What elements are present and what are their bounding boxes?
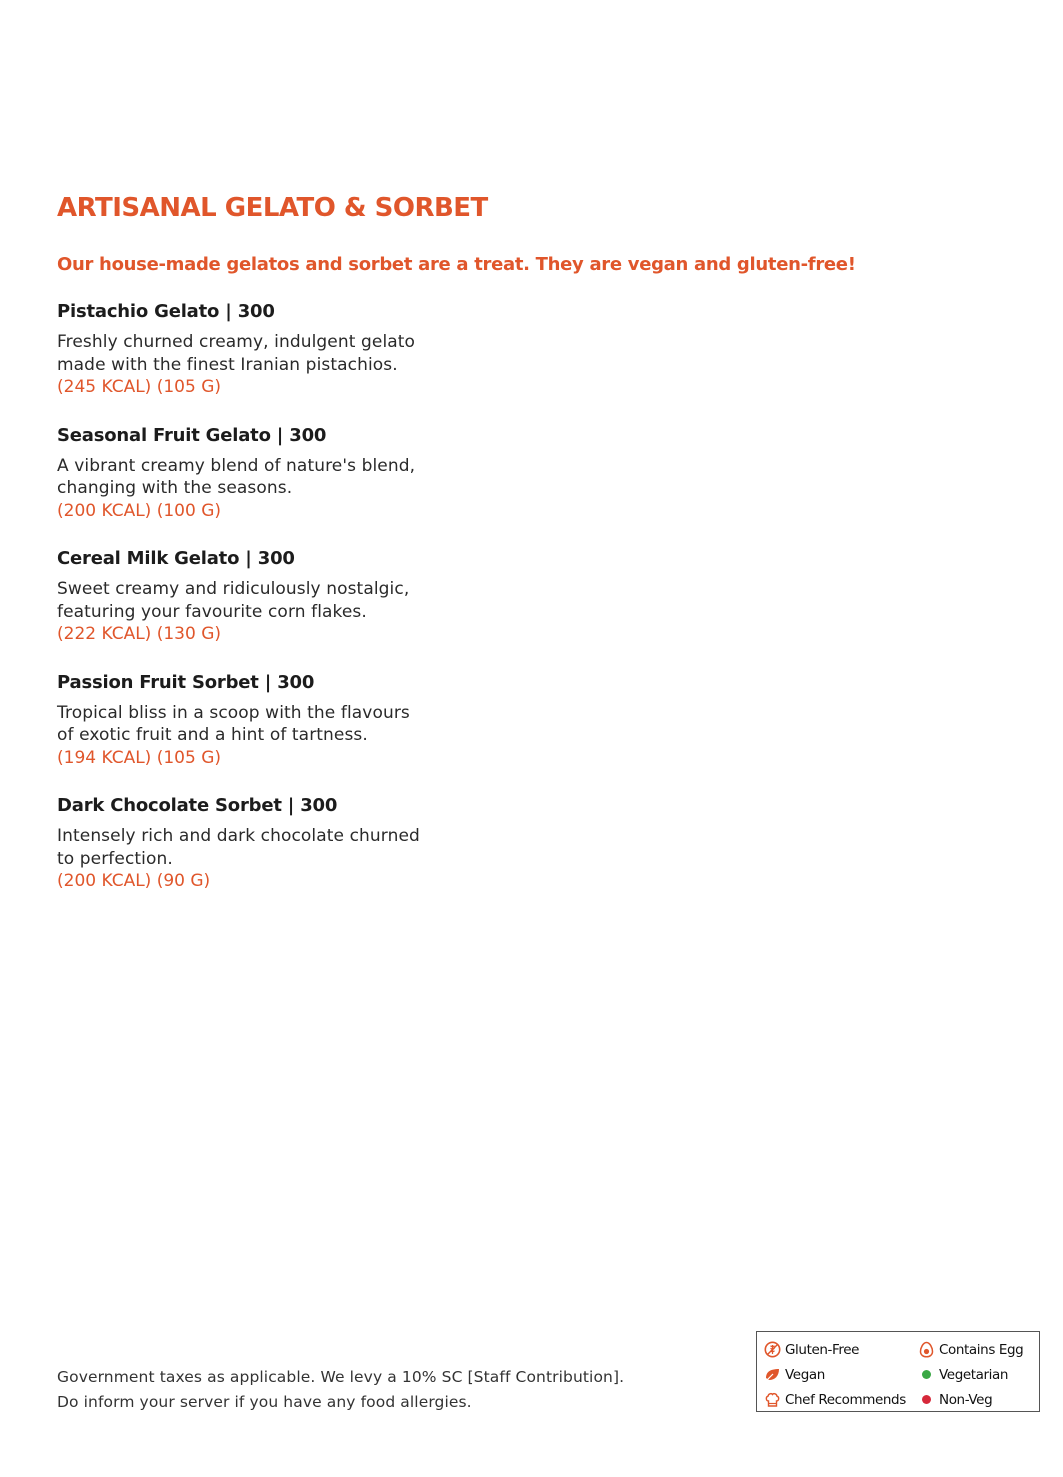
chef-hat-icon xyxy=(763,1391,781,1409)
section-tagline: Our house-made gelatos and sorbet are a treat. They are vegan and gluten-free! xyxy=(57,254,856,275)
item-description xyxy=(57,331,517,376)
item-description-line: Freshly churned creamy, indulgent gelato xyxy=(57,332,416,352)
item-description xyxy=(57,455,517,500)
leaf-icon xyxy=(763,1366,781,1384)
footer-tax-line: Government taxes as applicable. We levy a 10% SC [Staff Contribution]. xyxy=(57,1368,625,1386)
item-description-line: Intensely rich and dark chocolate churned xyxy=(57,826,420,846)
item-nutrition: (200 KCAL) (100 G) xyxy=(57,500,221,521)
item-description-line: made with the finest Iranian pistachios. xyxy=(57,354,398,375)
item-description xyxy=(57,578,517,623)
menu-item xyxy=(57,424,517,548)
footer-note xyxy=(57,1365,624,1415)
section-title: ARTISANAL GELATO & SORBET xyxy=(57,193,488,223)
green-dot-icon xyxy=(917,1366,935,1384)
red-dot-icon xyxy=(917,1391,935,1409)
item-name: Dark Chocolate Sorbet | 300 xyxy=(57,795,338,816)
legend-vegan xyxy=(763,1362,917,1387)
item-name: Pistachio Gelato | 300 xyxy=(57,301,275,322)
menu-item xyxy=(57,547,517,671)
item-description-line: A vibrant creamy blend of nature's blend, xyxy=(57,455,416,476)
footer-allergy-line: Do inform your server if you have any food allergies. xyxy=(57,1393,472,1411)
item-description-line: changing with the seasons. xyxy=(57,478,293,498)
legend-label: Non-Veg xyxy=(939,1391,993,1408)
item-nutrition: (200 KCAL) (90 G) xyxy=(57,871,211,891)
legend-chef-recommends xyxy=(763,1387,917,1412)
legend-contains-egg xyxy=(917,1337,1035,1362)
legend-gluten-free xyxy=(763,1337,917,1362)
item-description-line: to perfection. xyxy=(57,848,173,869)
egg-icon xyxy=(917,1341,935,1359)
item-description-line: Sweet creamy and ridiculously nostalgic, xyxy=(57,579,410,599)
menu-item xyxy=(57,300,517,424)
item-nutrition: (194 KCAL) (105 G) xyxy=(57,747,221,768)
item-description xyxy=(57,702,517,747)
item-description-line: Tropical bliss in a scoop with the flavours xyxy=(57,702,410,723)
legend-label: Contains Egg xyxy=(939,1341,1024,1358)
dietary-legend xyxy=(756,1331,1040,1412)
item-description-line: featuring your favourite corn flakes. xyxy=(57,601,367,622)
menu-item xyxy=(57,671,517,795)
legend-label: Chef Recommends xyxy=(785,1391,906,1408)
menu-list xyxy=(57,300,517,918)
item-name: Cereal Milk Gelato | 300 xyxy=(57,548,295,569)
item-description-line: of exotic fruit and a hint of tartness. xyxy=(57,725,368,745)
legend-vegetarian xyxy=(917,1362,1035,1387)
wheat-crossed-icon xyxy=(763,1341,781,1359)
item-name: Seasonal Fruit Gelato | 300 xyxy=(57,424,327,446)
legend-label: Vegetarian xyxy=(939,1366,1009,1383)
item-name: Passion Fruit Sorbet | 300 xyxy=(57,671,315,693)
legend-label: Vegan xyxy=(785,1366,825,1383)
item-nutrition: (245 KCAL) (105 G) xyxy=(57,377,221,397)
legend-label: Gluten-Free xyxy=(785,1341,860,1358)
legend-non-veg xyxy=(917,1387,1035,1412)
item-description xyxy=(57,825,517,870)
item-nutrition: (222 KCAL) (130 G) xyxy=(57,624,221,644)
menu-item xyxy=(57,794,517,918)
